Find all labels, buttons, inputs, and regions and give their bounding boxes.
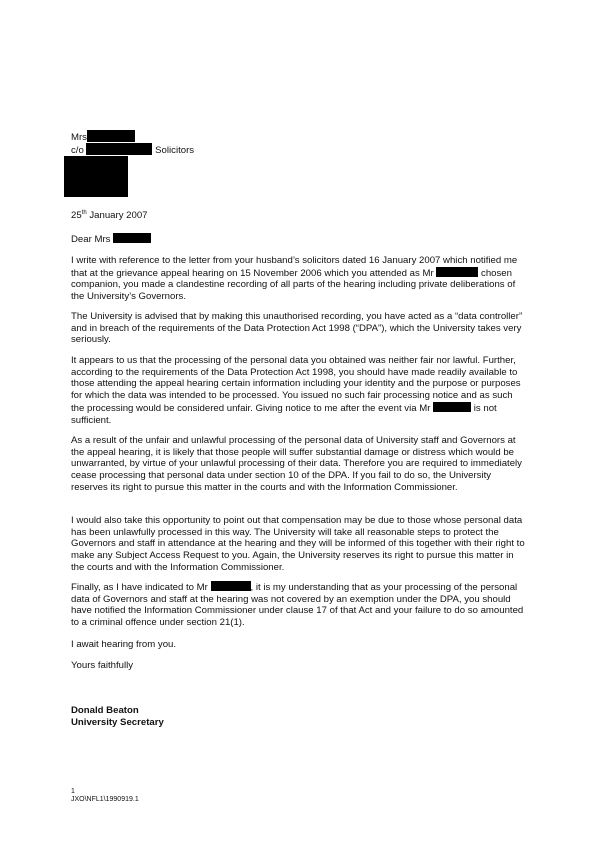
paragraph-4: As a result of the unfair and unlawful processing of the personal data of University staff and Governors at the appeal hearing, it is likely that those people will suffer substantial damage or distress which would be unwarranted, by virtue of your unlawful processing of their data. Therefore you are required to immediately cease processing that personal data under section 10 of the DPA. If you fail to do so, the University reserves its right to pursue this matter in the courts and with the Information Commissioner. [71, 435, 522, 493]
address-line-firm [71, 143, 194, 157]
letter-date: 25th January 2007 [71, 210, 148, 221]
signatory-name: Donald Beaton [71, 705, 139, 716]
signatory-title: University Secretary [71, 717, 164, 728]
paragraph-5: I would also take this opportunity to point out that compensation may be due to those whose personal data has been unlawfully processed in this way. The University will take all reasonable steps to protect the Governors and staff in attendance at the hearing and they will be informed of this together with their right to make any Subject Access Request to you. Again, the University reserves its right to pursue this matter in the courts and with the Information Commissioner. [71, 515, 525, 573]
greeting: Dear Mrs [71, 233, 151, 246]
redacted-name [87, 130, 135, 142]
paragraph-1: I write with reference to the letter from your husband’s solicitors dated 16 January 2007 which notified me that at the grievance appeal hearing on 15 November 2006 which you attended as Mr chosen companion, you made a clandestine recording of all parts of the hearing including private deliberations of the University’s Governors. [71, 255, 518, 303]
closing: Yours faithfully [71, 660, 134, 671]
document-reference: JXO\NFL1\1990919.1 [71, 796, 139, 803]
paragraph-6: Finally, as I have indicated to Mr , it is my understanding that as your processing of the personal data of Governors and staff at the hearing was not covered by an exemption under the DPA, you should have notified the Information Commissioner under clause 17 of that Act and your failure to do so amounted to a criminal offence under section 21(1). [71, 582, 524, 629]
address-prefix: Mrs [71, 132, 87, 143]
paragraph-7: I await hearing from you. [71, 639, 177, 650]
paragraph-2: The University is advised that by making this unauthorised recording, you have acted as a “data controller” and in breach of the requirements of the Data Protection Act 1998 (“DPA”), which the University takes very seriously. [71, 311, 523, 346]
redacted-address-block [64, 156, 128, 197]
redacted-mr-1 [433, 402, 471, 412]
redacted-firm [86, 143, 152, 155]
address-co: c/o [71, 145, 84, 156]
redacted-mr-2 [211, 581, 251, 591]
paragraph-3: It appears to us that the processing of the personal data you obtained was neither fair nor lawful. Further, according to the requirements of the Data Protection Act 1998, you should have made readily available to those attending the appeal hearing certain information including your identity and the purpose or purposes for which the data was intended to be processed. You issued no such fair processing notice and as such the processing would be considered unfair. Giving notice to me after the event via Mr is not sufficient. [71, 355, 521, 426]
redacted-husband [436, 267, 478, 277]
redacted-recipient [113, 233, 151, 243]
address-line-name [71, 130, 135, 144]
page-number: 1 [71, 788, 75, 795]
address-firm-suffix: Solicitors [155, 145, 195, 156]
